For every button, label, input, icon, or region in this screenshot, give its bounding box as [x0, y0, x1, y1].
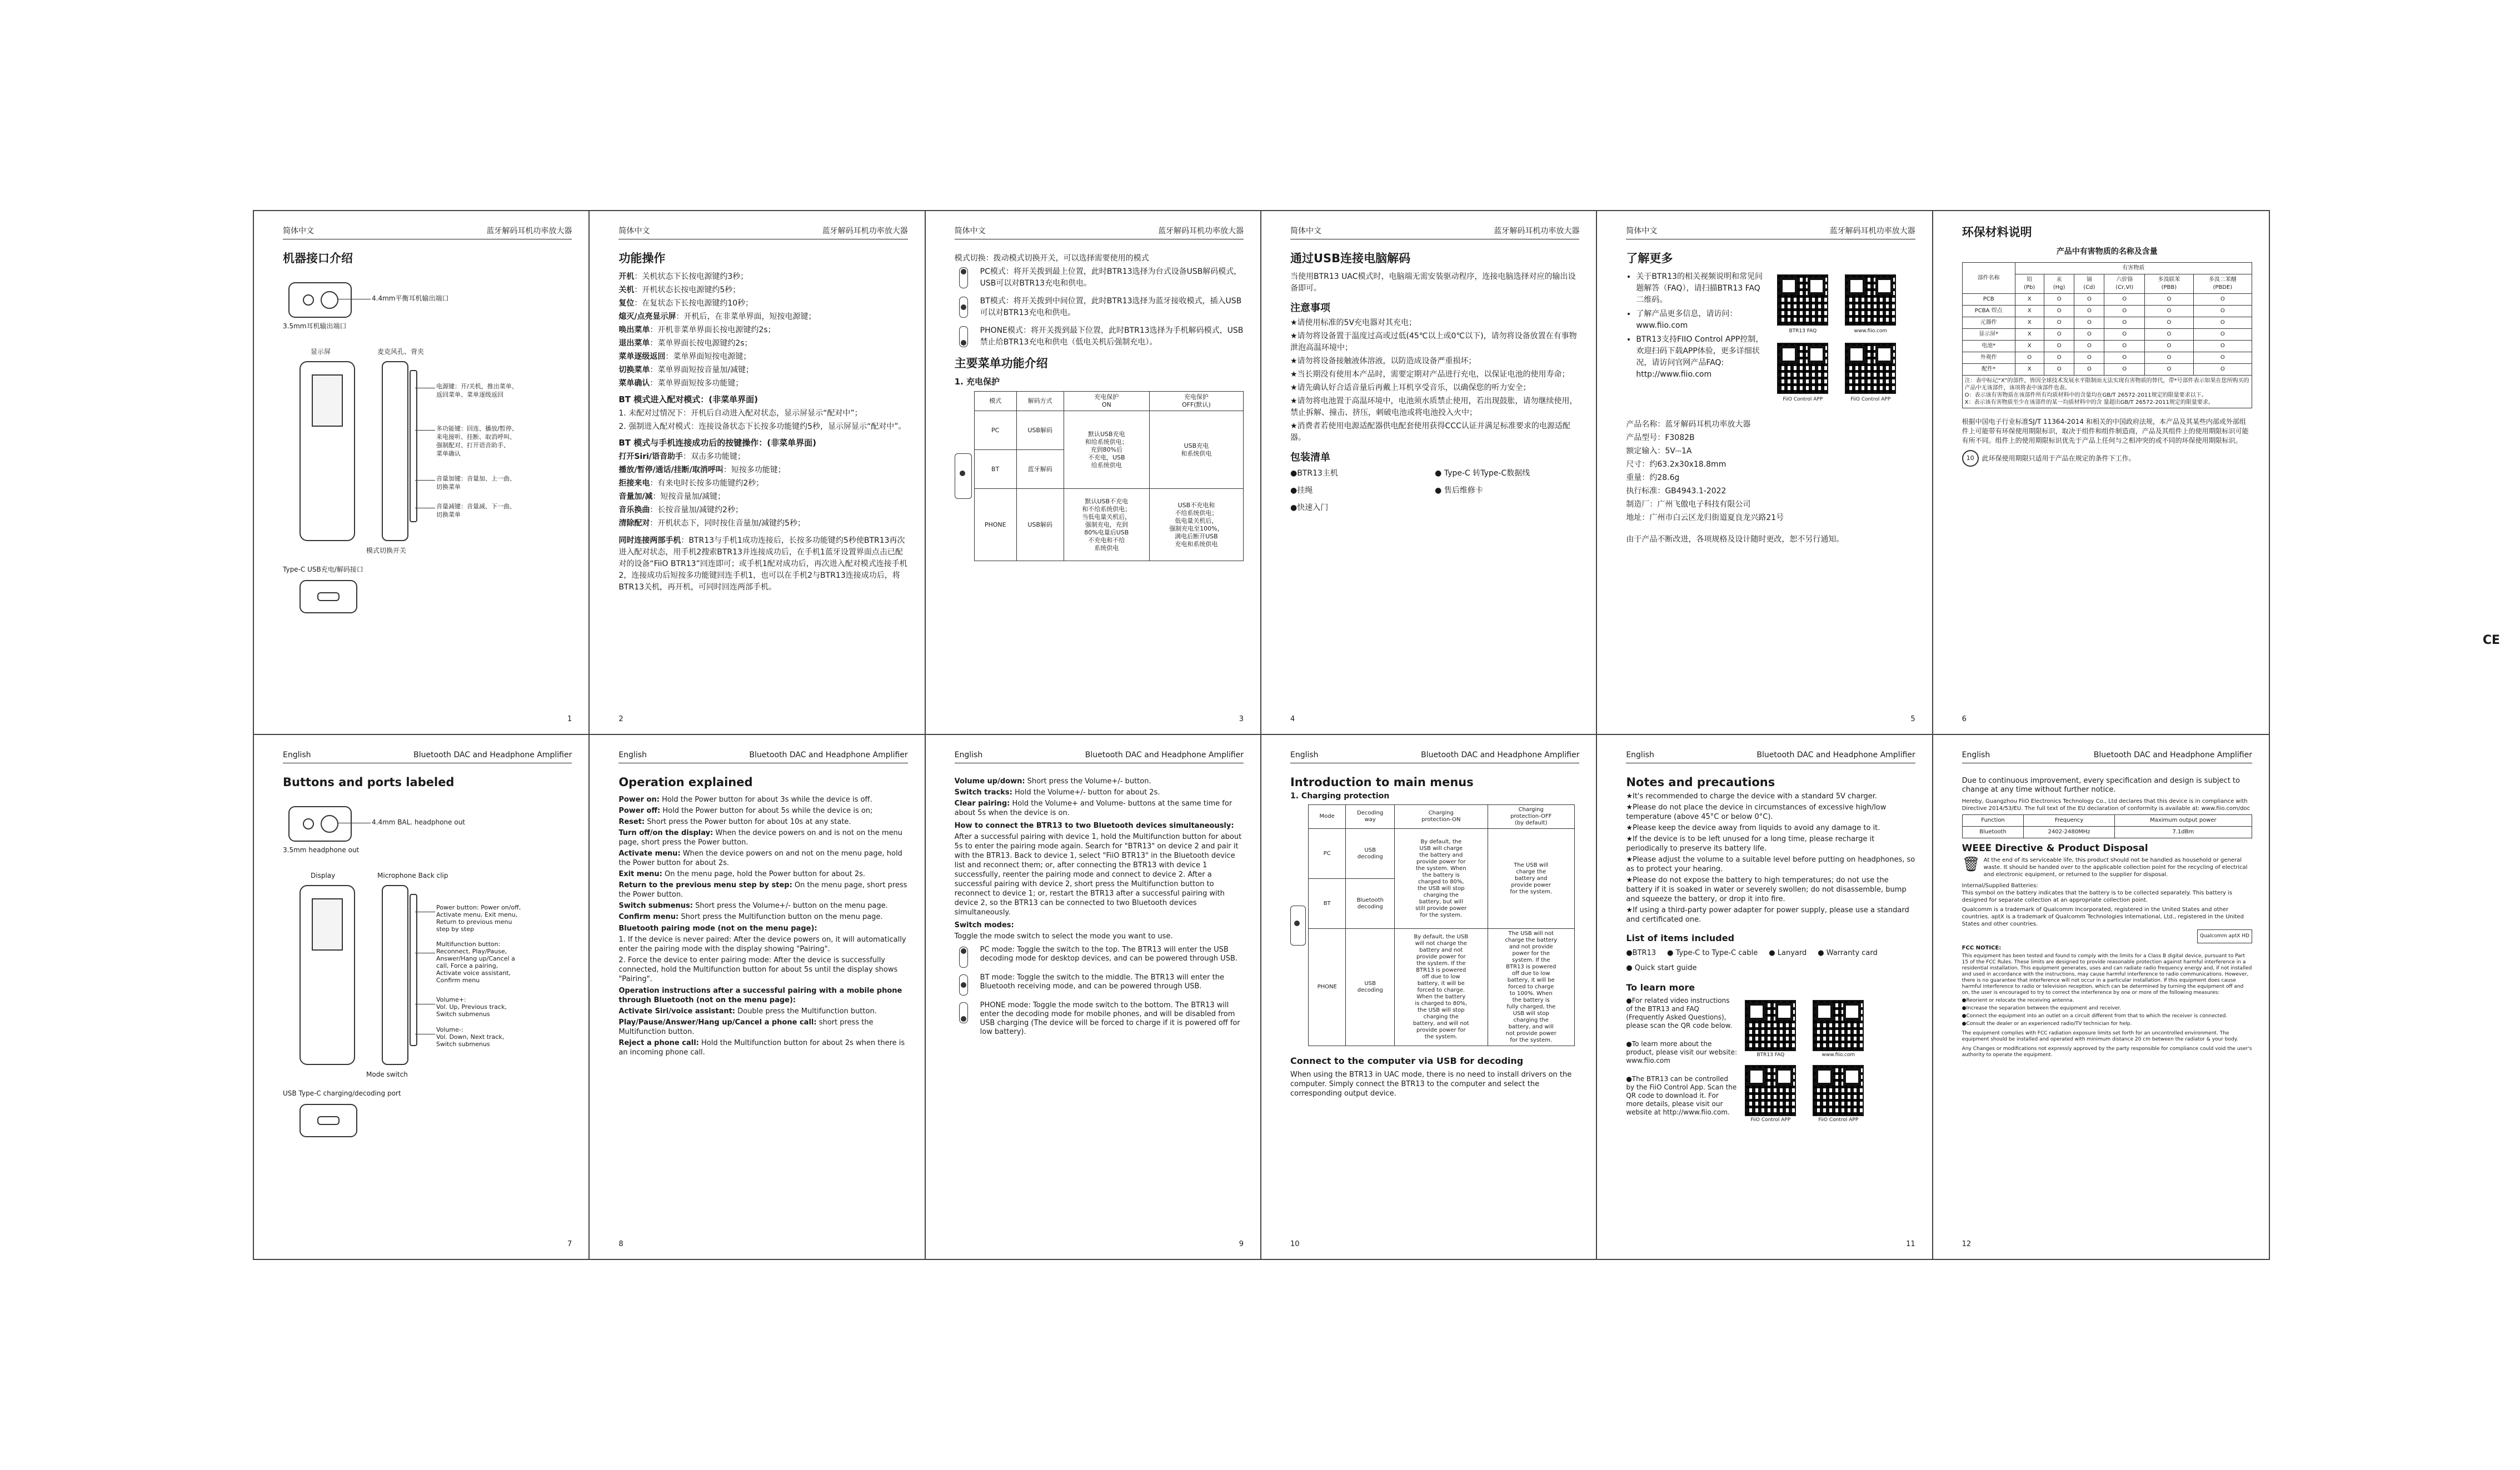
switch-middle-icon [955, 973, 974, 997]
section-heading: BT 模式与手机连接成功后的按键操作：(非菜单界面) [618, 438, 816, 448]
back-clip [410, 894, 417, 1046]
page-header: English Bluetooth DAC and Headphone Amplifier [955, 749, 1244, 763]
switch-bottom-icon [955, 1001, 974, 1024]
qr-code-icon[interactable] [1777, 343, 1828, 394]
package-list: ●BTR13主机 ● Type-C 转Type-C数据线 ●挂绳 ● 售后维修卡 ●快速入门 [1290, 469, 1530, 512]
device-diagram [283, 795, 572, 1151]
page-header: English Bluetooth DAC and Headphone Amplifier [1290, 749, 1579, 763]
label-mode-switch: 模式切换开关 [366, 547, 407, 554]
page-5: 简体中文 蓝牙解码耳机功率放大器 了解更多 • 关于BTR13的相关视频说明和常见问题解答（FAQ），请扫描BTR13 FAQ 二维码。 • 了解产品更多信息，请访问：www.fiio.com • BTR13支持FIIO Control APP控制，欢迎扫码下载APP体验，更多详细状况，请访问官网产品FAQ: http://www.fiio.com BTR13 FAQ www.fiio.com FiiO Control APP FiiO Control APP 产品名称：蓝牙解码耳机功率放大器 产品型号：F3082B 额定输入：5V⎓1A 尺寸：约63.2x30x18.8mm 重量：约28.6g 执行标准：GB4943.1-2022 制造厂：广州飞傲电子科技有限公司 地址：广州市白云区龙归街道夏良龙兴路21号 由于产品不断改进，各项规格及设计随时更改，恕不另行通知。 5 [1597, 211, 1933, 735]
ce-mark-icon: CE [2482, 633, 2500, 647]
qualcomm-aptx-hd-logo: Qualcomm aptX HD [2197, 929, 2252, 943]
balanced-jack-icon [321, 291, 338, 309]
page-12: English Bluetooth DAC and Headphone Amplifier Due to continuous improvement, every specification and design is subject to change at any time without further notice. Hereby, Guangzhou FiiO Electronics Technology Co., Ltd declares that this device is in compliance with Directive 2014/53/EU. The full text of the EU declaration of conformity is available at: www.fiio.com/doc Function Frequency Maximum output power Bluetooth 2402-2480MHz 7.1dBm WEEE Directive & Product Disposal 🗑 At the end of its serviceable life, this product should not be handled as household or general waste. It should be handed over to the applicable collection point for the recycling of electrical and electronic equipment, or returned to the supplier for disposal. Internal/Supplied Batteries: This symbol on the battery indicates that the battery is to be collected separately. This battery is designed for separate collection at an appropriate collection point. Qualcomm is a trademark of Qualcomm Incorporated, registered in the United States and other countries. aptX is a trademark of Qualcomm Technologies International, Ltd., registered in the United States and other countries. Qualcomm aptX HD FCC NOTICE: This equipment has been tested and found to comply with the limits for a Class B digital device, pursuant to Part 15 of the FCC Rules. These limits are designed to provide reasonable protection against harmful interference in a residential installation. This equipment generates, uses and can radiate radio frequency energy and, if not installed and used in accordance with the instructions, may cause harmful interference to radio communications. However, there is no guarantee that interference will not occur in a particular installation. If this equipment does cause harmful interference to radio or television reception, which can be determined by turning the equipment off and on, the user is encouraged to try to correct the interference by one or more of the following measures: ●Reorient or relocate the receiving antenna. ●Increase the separation between the equipment and receiver. ●Connect the equipment into an outlet on a circuit different from that to which the receiver is connected. ●Consult the dealer or an experienced radio/TV technician for help. The equipment complies with FCC radiation exposure limits set forth for an uncontrolled environment. The equipment should be installed and operated with minimum distance 20 cm between the radiator & your body. Any Changes or modifications not expressly approved by the party responsible for compliance could void the user's authority to operate the equipment. 12 [1962, 751, 2252, 1248]
page-title: Introduction to main menus [1290, 776, 1474, 789]
page-4: 简体中文 蓝牙解码耳机功率放大器 通过USB连接电脑解码 当使用BTR13 UAC模式时，电脑端无需安装驱动程序，连接电脑选择对应的输出设备即可。 注意事项 ★请使用标准的5V充电器对其充电； ★请勿将设备置于温度过高或过低(45℃以上或0℃以下)，请勿将设备放置在有事物泄泡高温环境中； ★请勿将设备接触液体溶液，以防造成设备严重损坏； ★当长期没有使用本产品时，需要定期对产品进行充电，以保证电池的使用寿命； ★请先确认好合适音量后再戴上耳机享受音乐，以确保您的听力安全； ★请勿将电池置于高温环境中，电池须水质禁止使用，若出现鼓胀，请勿继续使用，禁止拆解、撞击、挤压，刺破电池或将电池投入火中； ★消费者若使用电源适配器供电配套使用获得CCC认证并满足标准要求的电源适配器。 包装清单 ●BTR13主机 ● Type-C 转Type-C数据线 ●挂绳 ● 售后维修卡 ●快速入门 4 [1261, 211, 1597, 735]
qr-code-icon[interactable] [1777, 274, 1828, 326]
mode-pc: PC模式：将开关拨到最上位置，此时BTR13选择为台式设备USB解码模式，USB可以对BTR13充电和供电。 [955, 266, 1244, 291]
label-volume-down: 音量减键：音量减、下一曲、 切换菜单 [436, 503, 516, 518]
page-title: Operation explained [618, 776, 753, 789]
charging-protection-table: Mode Decoding way Charging protection-ON Charging protection-OFF (by default) PC USB decoding By default, the USB will charge the battery and provide power for the system. When the battery is charged to 80%, the USB will stop charging the battery, but will still provide power for the system. The USB will charge the battery and provide power for the system. BT Bluetooth decoding PHONE USB decoding By default, the USB will not charge the battery and not provide power for the system. If the BTR13 is powered off due to low battery, it will be forced to charge. When the battery is charged to 80%, the USB will stop charging the battery, and will not provide power for the system. The USB will not charge the battery and not provide power for the system. If the BTR13 is powered off due to low battery, it will be forced to charge to 100%. When the battery is fully charged, the USB will stop charging the battery, and will not provide power for the system. [1308, 804, 1575, 1046]
label-mode-switch: Mode switch [366, 1071, 408, 1078]
page-1: 简体中文 蓝牙解码耳机功率放大器 机器接口介绍 4.4mm平衡耳机输出端口 3.5mm耳机输出端口 显示屏 麦克风孔、背夹 电源键：开/关机，推出菜单、 返回菜单、菜单逐级返回 多功能键：回连、播放/暂停、 来电接听、挂断、取消呼叫、 强制配对、打开语音助手、 菜单确认 音量加键：音量加、上一曲、 切换菜单 音量减键：音量减、下一曲、 切换菜单 模式切换开关 Type-C USB充电/解码接口 1 [254, 211, 590, 735]
qr-code-icon[interactable] [1745, 1065, 1796, 1116]
label-power-button: Power button: Power on/off, Activate menu, Exit menu, Return to previous menu step by step [436, 904, 521, 933]
page-header: English Bluetooth DAC and Headphone Amplifier [1626, 749, 1915, 763]
page-11: English Bluetooth DAC and Headphone Amplifier Notes and precautions ★It's recommended to charge the device with a standard 5V charger. ★Please do not place the device in circumstances of excessive high/low temperature (above 45°C or below 0°C). ★Please keep the device away from liquids to avoid any damage to it. ★If the device is to be left unused for a long time, please recharge it periodically to preserve its battery life. ★Please adjust the volume to a suitable level before putting on headphones, so as to protect your hearing. ★Please do not expose the battery to high temperatures; do not use the battery if it is soaked in water or severely swollen; do not disassemble, bump and squeeze the battery, or drop it into fire. ★If using a third-party power adapter for power supply, please use a standard and certificated one. List of items included ●BTR13 ● Type-C to Type-C cable ● Lanyard ● Warranty card ● Quick start guide To learn more ●For related video instructions of the BTR13 and FAQ (Frequently Asked Questions), please scan the QR code below. ●To learn more about the product, please visit our website: www.fiio.com ●The BTR13 can be controlled by the FiiO Control App. Scan the QR code to download it. For more details, please visit our website at http://www.fiio.com. BTR13 FAQ www.fiio.com FiiO Control APP FiiO Control APP 11 [1597, 735, 1933, 1259]
page-header: 简体中文 蓝牙解码耳机功率放大器 [1626, 226, 1915, 239]
usb-c-port-icon [317, 592, 340, 601]
page-header: 简体中文 蓝牙解码耳机功率放大器 [618, 226, 907, 239]
hazardous-substances-table: 部件名称 有害物质 铅 (Pb) 汞 (Hg) 镉 (Cd) 六价铬 (Cr,VI) 多溴联苯 (PBB) 多溴二苯醚 (PBDE) PCB X O O O O O PCBA 焊点 X O O O O O 元器件 X O O O O O 显示屏* X O O O O O 电池* X O O O O O 外观件 O O O O O O 配件* X O O O O O 注：表中标记“X”的部件，皆因全球技术发展水平限制而无法实现有害物质的替代，带*号部件表示如果在您所购买的产品中无该部件，该项将表中该部件也表。 O：表示该有害物质在该部件所有均质材料中的含量均在GB/T 26572-2011规定的限量要求以下。 X：表示该有害物质至少在该部件的某一均质材料中的含 量超出GB/T 26572-2011规定的限量要求。 [1962, 262, 2252, 408]
qr-code-icon[interactable] [1845, 343, 1896, 394]
switch-middle-icon [955, 296, 974, 319]
notes-list: ★It's recommended to charge the device with a standard 5V charger. ★Please do not place the device in circumstances of excessive high/low temperature (above 45°C or below 0°C). ★Please keep the device away from liquids to avoid any damage to it. ★If the device is to be left unused for a long time, please recharge it periodically to preserve its battery life. ★Please adjust the volume to a suitable level before putting on headphones, so as to protect your hearing. ★Please do not expose the battery to high temperatures; do not use the battery if it is soaked in water or severely swollen; do not disassemble, bump and squeeze the battery, or drop it into fire. ★If using a third-party power adapter for power supply, please use a standard and certificated one. [1626, 792, 1915, 924]
page-title: 功能操作 [618, 252, 666, 265]
operation-list: 开机：关机状态下长按电源键约3秒； 关机：开机状态长按电源键约5秒； 复位：在复状态下长按电源键约10秒； 熄灭/点亮显示屏：开机后，在非菜单界面，短按电源键； 唤出菜单：开机非菜单界面长按电源键约2s； 退出菜单：菜单界面长按电源键约2s； 菜单逐级返回：菜单界面短按电源键； 切换菜单：菜单界面短按音量加/减键； 菜单确认：菜单界面短按多功能键； BT 模式进入配对模式：(非菜单界面) 1. 未配对过情况下：开机后自动进入配对状态，显示屏显示“配对中”； 2. 强制进入配对模式：连接设备状态下长按多功能键约5秒，显示屏显示“配对中”。 BT 模式与手机连接成功后的按键操作：(非菜单界面) 打开Siri/语音助手：双击多功能键； 播放/暂停/通话/挂断/取消呼叫：短按多功能键； 拒接来电：有来电时长按多功能键约2秒； 音量加/减：短按音量加/减键； 音乐换曲：长按音量加/减键约2秒； 清除配对：开机状态下，同时按住音量加/减键约5秒； 同时连接两部手机：BTR13与手机1成功连接后，长按多功能键约5秒使BTR13再次进入配对状态，用手机2搜索BTR13并连接成功后，在手机1蓝牙设置界面点击已配对的设备“FiiO BTR13”回连即可；或手机1配对成功后，再次进入配对模式连接手机2，连接成功后短按多功能键回连手机1，也可以在手机2与BTR13连接成功后，将BTR13关机，再开机，可同时回连两部手机。 [618, 272, 907, 592]
label-display: 显示屏 [311, 348, 331, 356]
notes-list: ★请使用标准的5V充电器对其充电； ★请勿将设备置于温度过高或过低(45℃以上或0℃以下)，请勿将设备放置在有事物泄泡高温环境中； ★请勿将设备接触液体溶液，以防造成设备严重损坏； ★当长期没有使用本产品时，需要定期对产品进行充电，以保证电池的使用寿命； ★请先确认好合适音量后再戴上耳机享受音乐，以确保您的听力安全； ★请勿将电池置于高温环境中，电池须水质禁止使用，若出现鼓胀，请勿继续使用，禁止拆解、撞击、挤压，刺破电池或将电池投入火中； ★消费者若使用电源适配器供电配套使用获得CCC认证并满足标准要求的电源适配器。 [1290, 318, 1578, 442]
page-9: English Bluetooth DAC and Headphone Amplifier Volume up/down: Short press the Volume+/- button. Switch tracks: Hold the Volume+/- button for about 2s. Clear pairing: Hold the Volume+ and Volume- buttons at the same time for about 5s when the device is on. How to connect the BTR13 to two Bluetooth devices simultaneously: After a successful pairing with device 1, hold the Multifunction button for about 5s to enter the pairing mode again. Search for "BTR13" on device 2 and pair it with the BTR13. Back to device 1, select "FiiO BTR13" in the Bluetooth device list and reconnect them; or, after connecting the BTR13 with device 1 successfully, reenter the pairing mode and connect to device 2. After a successful pairing with device 2, short press the Multifunction button to reconnect to device 1; or, restart the BTR13 after a successful pairing with device 2, so the BTR13 can be connected to two Bluetooth devices simultaneously. Switch modes: Toggle the mode switch to select the mode you want to use. PC mode: Toggle the switch to the top. The BTR13 will enter the USB decoding mode for desktop devices, and can be powered through USB. BT mode: Toggle the switch to the middle. The BTR13 will enter the Bluetooth receiving mode, and can be powered through USB. PHONE mode: Toggle the mode switch to the bottom. The BTR13 will enter the decoding mode for mobile phones, and will be disabled from USB charging (The device will be forced to charge if it is powered off for low battery). 9 [926, 735, 1261, 1259]
section-title: 主要菜单功能介绍 [954, 357, 1048, 370]
display-screen [312, 374, 343, 427]
mode-phone: PHONE mode: Toggle the mode switch to the bottom. The BTR13 will enter the decoding mode for mobile phones, and will be disabled from USB charging (The device will be forced to charge if it is powered off for low battery). [955, 1001, 1244, 1038]
mode-bt: BT mode: Toggle the switch to the middle. The BTR13 will enter the Bluetooth receiving mode, and can be powered through USB. [955, 973, 1244, 997]
page-10: English Bluetooth DAC and Headphone Amplifier Introduction to main menus 1. Charging protection Mode Decoding way Charging protection-ON Charging protection-OFF (by default) PC USB decoding By default, the USB will charge the battery and provide power for the system. When the battery is charged to 80%, the USB will stop charging the battery, but will still provide power for the system. The USB will charge the battery and provide power for the system. BT Bluetooth decoding PHONE USB decoding By default, the USB will not charge the battery and not provide power for the system. If the BTR13 is powered off due to low battery, it will be forced to charge. When the battery is charged to 80%, the USB will stop charging the battery, and will not provide power for the system. The USB will not charge the battery and not provide power for the system. If the BTR13 is powered off due to low battery, it will be forced to charge to 100%. When the battery is fully charged, the USB will stop charging the battery, and will not provide power for the system. Connect to the computer via USB for decoding When using the BTR13 in UAC mode, there is no need to install drivers on the computer. Simply connect the BTR13 to the computer and select the corresponding output device. 10 [1261, 735, 1597, 1259]
frequency-table: Function Frequency Maximum output power Bluetooth 2402-2480MHz 7.1dBm [1962, 814, 2252, 838]
section-heading: BT 模式进入配对模式：(非菜单界面) [618, 394, 758, 404]
usb-c-port-icon [317, 1116, 340, 1125]
device-diagram [283, 271, 572, 627]
device-top-view [288, 806, 352, 842]
se-jack-icon [303, 294, 314, 306]
epup-10-icon: 10 [1962, 450, 1979, 467]
page-title: 了解更多 [1626, 252, 1673, 265]
page-3: 简体中文 蓝牙解码耳机功率放大器 模式切换：拨动模式切换开关，可以选择需要使用的模式 PC模式：将开关拨到最上位置，此时BTR13选择为台式设备USB解码模式，USB可以对BTR13充电和供电。 BT模式：将开关拨到中间位置，此时BTR13选择为蓝牙接收模式，插入USB可以对BTR13充电和供电。 PHONE模式：将开关拨到最下位置，此时BTR13选择为手机解码模式，USB禁止给BTR13充电和供电（低电关机后强制充电）。 主要菜单功能介绍 1. 充电保护 模式 解码方式 充电保护 ON 充电保护 OFF(默认) PC USB解码 默认USB充电 和给系统供电； 充到80%后 不充电，USB 给系统供电 USB充电 和系统供电 BT 蓝牙解码 PHONE USB解码 默认USB不充电 和不给系统供电； 当低电量关机后， 强制充电，充到 80%电量后USB 不充电和不给 系统供电 USB不充电和 不给系统供电； 低电量关机后， 强制充电至100%， 满电后断开USB 充电和系统供电 3 [926, 211, 1261, 735]
display-screen [312, 898, 343, 951]
page-header: 简体中文 蓝牙解码耳机功率放大器 [1290, 226, 1579, 239]
mode-pc: PC mode: Toggle the switch to the top. The BTR13 will enter the USB decoding mode for desktop devices, and can be powered through USB. [955, 946, 1244, 969]
package-list: ●BTR13 ● Type-C to Type-C cable ● Lanyard ● Warranty card ● Quick start guide [1626, 949, 1878, 972]
label-volume-up: 音量加键：音量加、上一曲、 切换菜单 [436, 475, 516, 491]
spec-list: 产品名称：蓝牙解码耳机功率放大器 产品型号：F3082B 额定输入：5V⎓1A 尺寸：约63.2x30x18.8mm 重量：约28.6g 执行标准：GB4943.1-2022 制造厂：广州飞傲电子科技有限公司 地址：广州市白云区龙归街道夏良龙兴路21号 [1626, 420, 1784, 522]
label-volume-down: Volume-: Vol. Down, Next track, Switch submenus [436, 1026, 505, 1048]
manual-sheet [253, 210, 2270, 1260]
section-title: 包装清单 [1290, 452, 1330, 463]
mode-bt: BT模式：将开关拨到中间位置，此时BTR13选择为蓝牙接收模式，插入USB可以对BTR13充电和供电。 [955, 296, 1244, 321]
label-se-port: 3.5mm耳机输出端口 [283, 322, 347, 330]
page-header: 简体中文 蓝牙解码耳机功率放大器 [955, 226, 1244, 239]
page-header: English Bluetooth DAC and Headphone Amplifier [618, 749, 907, 763]
page-6: 环保材料说明 产品中有害物质的名称及含量 部件名称 有害物质 铅 (Pb) 汞 (Hg) 镉 (Cd) 六价铬 (Cr,VI) 多溴联苯 (PBB) 多溴二苯醚 (PBDE) PCB X O O O O O PCBA 焊点 X O O O O O 元器件 X O O O O O 显示屏* X O O O O O 电池* X O O O O O 外观件 O O O O O O 配件* X O O O O O 注：表中标记“X”的部件，皆因全球技术发展水平限制而无法实现有害物质的替代，带*号部件表示如果在您所购买的产品中无该部件，该项将表中该部件也表。 O：表示该有害物质在该部件所有均质材料中的含量均在GB/T 26572-2011规定的限量要求以下。 X：表示该有害物质至少在该部件的某一均质材料中的含 量超出GB/T 26572-2011规定的限量要求。 根据中国电子行业标准SJ/T 11364-2014 和相关的中国政府法规，本产品及其某些内部或外部组件上可能带有环保使用期限标识，取决于组件和组件制造商，产品及其组件上的使用期限标识可能有所不同。组件上的使用期限标识优先于产品上任何与之相冲突的或不同的环保使用期限标识。 10 此环保使用期限只适用于产品在规定的条件下工作。 6 [1933, 211, 2269, 735]
qr-code-icon[interactable] [1813, 1065, 1864, 1116]
page-header: 简体中文 蓝牙解码耳机功率放大器 [283, 226, 572, 239]
disclaimer: 由于产品不断改进，各项规格及设计随时更改，恕不另行通知。 [1626, 535, 1844, 544]
label-bal-port: 4.4mm平衡耳机输出端口 [372, 294, 449, 302]
page-header: English Bluetooth DAC and Headphone Amplifier [1962, 749, 2252, 763]
label-display: Display [311, 872, 336, 879]
page-title: Buttons and ports labeled [283, 776, 455, 789]
page-2: 简体中文 蓝牙解码耳机功率放大器 功能操作 开机：关机状态下长按电源键约3秒； 关机：开机状态长按电源键约5秒； 复位：在复状态下长按电源键约10秒； 熄灭/点亮显示屏：开机后，在非菜单界面，短按电源键； 唤出菜单：开机非菜单界面长按电源键约2s； 退出菜单：菜单界面长按电源键约2s； 菜单逐级返回：菜单界面短按电源键； 切换菜单：菜单界面短按音量加/减键； 菜单确认：菜单界面短按多功能键； BT 模式进入配对模式：(非菜单界面) 1. 未配对过情况下：开机后自动进入配对状态，显示屏显示“配对中”； 2. 强制进入配对模式：连接设备状态下长按多功能键约5秒，显示屏显示“配对中”。 BT 模式与手机连接成功后的按键操作：(非菜单界面) 打开Siri/语音助手：双击多功能键； 播放/暂停/通话/挂断/取消呼叫：短按多功能键； 拒接来电：有来电时长按多功能键约2秒； 音量加/减：短按音量加/减键； 音乐换曲：长按音量加/减键约2秒； 清除配对：开机状态下，同时按住音量加/减键约5秒； 同时连接两部手机：BTR13与手机1成功连接后，长按多功能键约5秒使BTR13再次进入配对状态，用手机2搜索BTR13并连接成功后，在手机1蓝牙设置界面点击已配对的设备“FiiO BTR13”回连即可；或手机1配对成功后，再次进入配对模式连接手机2，连接成功后短按多功能键回连手机1，也可以在手机2与BTR13连接成功后，将BTR13关机，再开机，可同时回连两部手机。 2 [590, 211, 925, 735]
section-title: To learn more [1626, 982, 1695, 993]
mode-switch-intro: 模式切换：拨动模式切换开关，可以选择需要使用的模式 [954, 254, 1149, 263]
label-usb-port: Type-C USB充电/解码接口 [283, 566, 363, 573]
se-jack-icon [303, 818, 314, 829]
learn-more-list: • 关于BTR13的相关视频说明和常见问题解答（FAQ），请扫描BTR13 FAQ 二维码。 • 了解产品更多信息，请访问：www.fiio.com • BTR13支持FIIO Control APP控制，欢迎扫码下载APP体验，更多详细状况，请访问官网产品FAQ: http://www.fiio.com [1626, 271, 1769, 411]
page-title: 通过USB连接电脑解码 [1290, 252, 1411, 265]
section-title: WEEE Directive & Product Disposal [1962, 843, 2148, 854]
weee-bin-icon: 🗑 [1962, 856, 1980, 873]
section-title: 注意事项 [1290, 302, 1330, 314]
switch-top-icon [955, 946, 974, 969]
charging-protection-table: 模式 解码方式 充电保护 ON 充电保护 OFF(默认) PC USB解码 默认USB充电 和给系统供电； 充到80%后 不充电，USB 给系统供电 USB充电 和系统供电 BT 蓝牙解码 PHONE USB解码 默认USB不充电 和不给系统供电； 当低电量关机后， 强制充电，充到 80%电量后USB 不充电和不给 系统供电 USB不充电和 不给系统供电； 低电量关机后， 强制充电至100%， 满电后断开USB 充电和系统供电 [974, 391, 1244, 561]
qr-code-icon[interactable] [1845, 274, 1896, 326]
device-side-view [382, 361, 408, 541]
qr-code-icon[interactable] [1745, 1000, 1796, 1051]
label-volume-up: Volume+: Vol. Up, Previous track, Switch submenus [436, 996, 507, 1018]
switch-bottom-icon [955, 325, 974, 348]
page-header: English Bluetooth DAC and Headphone Amplifier [283, 749, 572, 763]
device-side-view [382, 885, 408, 1065]
device-top-view [288, 282, 352, 318]
label-mic-clip: 麦克风孔、背夹 [377, 348, 425, 356]
balanced-jack-icon [321, 815, 338, 833]
page-7: English Bluetooth DAC and Headphone Amplifier Buttons and ports labeled 4.4mm BAL. headphone out 3.5mm headphone out Display Microphone Back clip Power button: Power on/off, Activate menu, Exit menu, Return to previous menu step by step Multifunction button: Reconnect, Play/Pause, Answer/Hang up/Cancel a call, Force a pairing, Activate voice assistant, Confirm menu Volume+: Vol. Up, Previous track, Switch submenus Volume-: Vol. Down, Next track, Switch submenus Mode switch USB Type-C charging/decoding port 7 [254, 735, 590, 1259]
qr-code-icon[interactable] [1813, 1000, 1864, 1051]
mode-switch-graphic [1290, 906, 1306, 946]
section-title: Connect to the computer via USB for decoding [1290, 1056, 1524, 1066]
mode-phone: PHONE模式：将开关拨到最下位置，此时BTR13选择为手机解码模式，USB禁止给BTR13充电和供电（低电关机后强制充电）。 [955, 325, 1244, 350]
label-multifunction-button: 多功能键：回连、播放/暂停、 来电接听、挂断、取消呼叫、 强制配对、打开语音助手、 菜单确认 [436, 425, 518, 457]
label-usb-port: USB Type-C charging/decoding port [283, 1089, 401, 1097]
page-title: Notes and precautions [1626, 776, 1775, 789]
back-clip [410, 370, 417, 522]
page-title: 环保材料说明 [1962, 226, 2032, 239]
switch-top-icon [955, 266, 974, 289]
page-title: 机器接口介绍 [283, 252, 353, 265]
label-bal-port: 4.4mm BAL. headphone out [372, 818, 466, 826]
section-title: List of items included [1626, 933, 1735, 943]
page-8: English Bluetooth DAC and Headphone Amplifier Operation explained Power on: Hold the Power button for about 3s while the device is off. Power off: Hold the Power button for about 5s while the device is on; Reset: Short press the Power button for about 10s at any state. Turn off/on the display: When the device powers on and is not on the menu page, short press the Power button. Activate menu: When the device powers on and not on the menu page, hold the Power button for about 2s. Exit menu: On the menu page, hold the Power button for about 2s. Return to the previous menu step by step: On the menu page, short press the Power button. Switch submenus: Short press the Volume+/- button on the menu page. Confirm menu: Short press the Multifunction button on the menu page. Bluetooth pairing mode (not on the menu page): 1. If the device is never paired: After the device powers on, it will automatically enter the pairing mode with the display showing "Pairing". 2. Force the device to enter pairing mode: After the device is successfully connected, hold the Multifunction button for about 5s until the display shows "Pairing". Operation instructions after a successful pairing with a mobile phone through Bluetooth (not on the menu page): Activate Siri/voice assistant: Double press the Multifunction button. Play/Pause/Answer/Hang up/Cancel a phone call: short press the Multifunction button. Reject a phone call: Hold the Multifunction button for about 2s when there is an incoming phone call. 8 [590, 735, 925, 1259]
label-power-button: 电源键：开/关机，推出菜单、 返回菜单、菜单逐级返回 [436, 383, 518, 398]
label-mic-clip: Microphone Back clip [377, 872, 448, 879]
mode-switch-graphic [955, 453, 972, 499]
label-multifunction-button: Multifunction button: Reconnect, Play/Pause, Answer/Hang up/Cancel a call, Force a pairing, Activate voice assistant, Confirm menu [436, 941, 515, 984]
operation-list: Power on: Hold the Power button for about 3s while the device is off. Power off: Hold the Power button for about 5s while the device is on; Reset: Short press the Power button for about 10s at any state. Turn off/on the display: When the device powers on and is not on the menu page, short press the Power button. Activate menu: When the device powers on and not on the menu page, hold the Power button for about 2s. Exit menu: On the menu page, hold the Power button for about 2s. Return to the previous menu step by step: On the menu page, short press the Power button. Switch submenus: Short press the Volume+/- button on the menu page. Confirm menu: Short press the Multifunction button on the menu page. Bluetooth pairing mode (not on the menu page): 1. If the device is never paired: After the device powers on, it will automatically enter the pairing mode with the display showing "Pairing". 2. Force the device to enter pairing mode: After the device is successfully connected, hold the Multifunction button for about 5s until the display shows "Pairing". Operation instructions after a successful pairing with a mobile phone through Bluetooth (not on the menu page): Activate Siri/voice assistant: Double press the Multifunction button. Play/Pause/Answer/Hang up/Cancel a phone call: short press the Multifunction button. Reject a phone call: Hold the Multifunction button for about 2s when there is an incoming phone call. [618, 796, 907, 1057]
label-se-port: 3.5mm headphone out [283, 846, 360, 854]
